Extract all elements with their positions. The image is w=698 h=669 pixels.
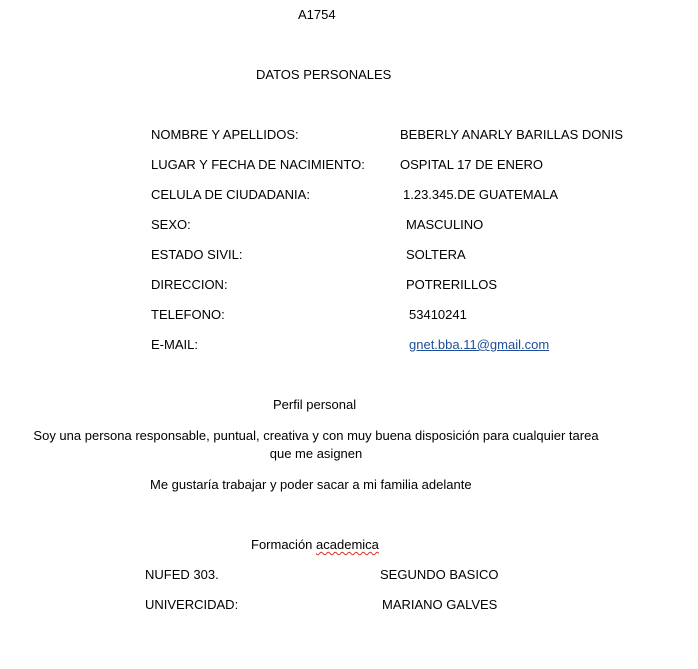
education-label-nufed: NUFED 303. xyxy=(145,567,219,582)
field-label-lugar-fecha: LUGAR Y FECHA DE NACIMIENTO: xyxy=(151,157,365,172)
field-label-estado-civil: ESTADO SIVIL: xyxy=(151,247,243,262)
field-label-email: E-MAIL: xyxy=(151,337,198,352)
field-label-sexo: SEXO: xyxy=(151,217,191,232)
field-value-nombre: BEBERLY ANARLY BARILLAS DONIS xyxy=(400,127,624,142)
field-value-telefono: 53410241 xyxy=(409,307,467,322)
education-label-universidad: UNIVERCIDAD: xyxy=(145,597,239,612)
field-value-sexo: MASCULINO xyxy=(406,217,484,232)
section-heading-perfil: Perfil personal xyxy=(273,397,357,412)
field-value-estado-civil: SOLTERA xyxy=(406,247,466,262)
field-label-direccion: DIRECCION: xyxy=(151,277,228,292)
document-code: A1754 xyxy=(298,7,336,22)
field-label-celula: CELULA DE CIUDADANIA: xyxy=(151,187,310,202)
formacion-heading-misspelled-word: academica xyxy=(316,537,379,552)
field-label-telefono: TELEFONO: xyxy=(151,307,225,322)
email-link[interactable]: gnet.bba.11@gmail.com xyxy=(409,337,550,352)
field-value-lugar-fecha: OSPITAL 17 DE ENERO xyxy=(400,157,544,172)
profile-text-line-3: Me gustaría trabajar y poder sacar a mi familia adelante xyxy=(150,477,472,492)
formacion-heading-prefix: Formación xyxy=(251,537,317,552)
profile-text-line-2: que me asignen xyxy=(269,446,363,461)
education-value-universidad: MARIANO GALVES xyxy=(382,597,498,612)
field-value-celula: 1.23.345.DE GUATEMALA xyxy=(403,187,559,202)
profile-text-line-1: Soy una persona responsable, puntual, creativa y con muy buena disposición para cualquier tarea xyxy=(33,428,599,443)
field-value-direccion: POTRERILLOS xyxy=(406,277,498,292)
section-heading-formacion xyxy=(251,537,379,553)
field-label-nombre: NOMBRE Y APELLIDOS: xyxy=(151,127,299,142)
section-heading-datos-personales: DATOS PERSONALES xyxy=(256,67,392,82)
education-value-nufed: SEGUNDO BASICO xyxy=(380,567,499,582)
